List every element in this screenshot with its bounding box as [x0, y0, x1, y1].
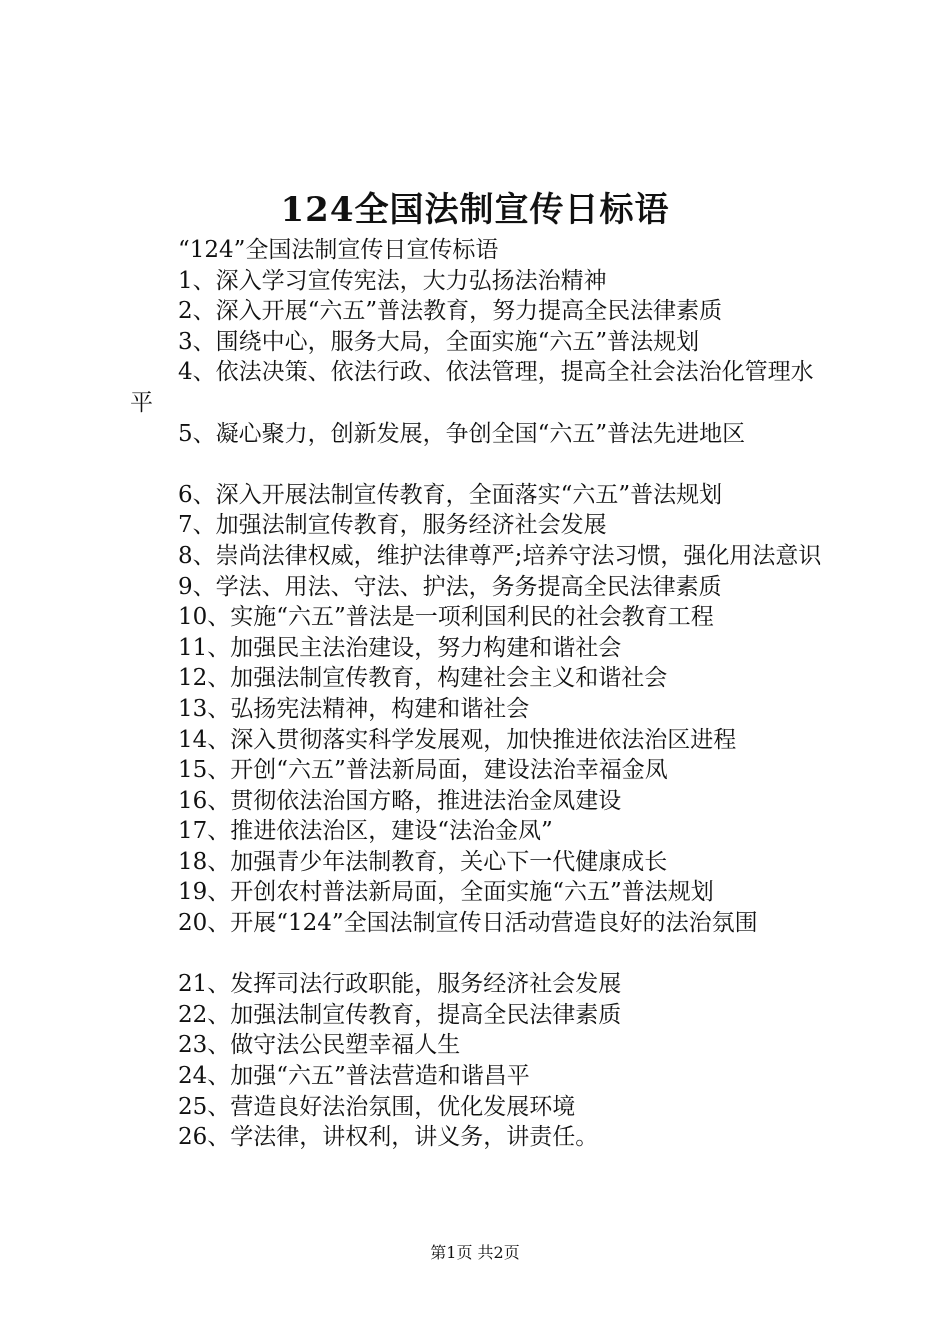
slogan-item-18: 18、加强青少年法制教育，关心下一代健康成长	[178, 848, 668, 875]
slogan-item-21: 21、发挥司法行政职能，服务经济社会发展	[178, 971, 622, 998]
slogan-item-16: 16、贯彻依法治国方略，推进法治金凤建设	[178, 787, 622, 814]
slogan-item-13: 13、弘扬宪法精神，构建和谐社会	[178, 695, 530, 722]
slogan-item-9: 9、学法、用法、守法、护法，务务提高全民法律素质	[178, 573, 722, 600]
document-title: 124全国法制宣传日标语	[280, 190, 670, 230]
slogan-item-20: 20、开展“124”全国法制宣传日活动营造良好的法治氛围	[178, 910, 758, 937]
slogan-item-26: 26、学法律，讲权利，讲义务，讲责任。	[178, 1124, 599, 1151]
slogan-item-23: 23、做守法公民塑幸福人生	[178, 1032, 461, 1059]
document-body	[130, 235, 830, 1153]
slogan-item-1: 1、深入学习宣传宪法，大力弘扬法治精神	[178, 267, 607, 294]
slogan-item-4: 4、依法决策、依法行政、依法管理，提高全社会法治化管理水平	[130, 359, 814, 416]
slogan-item-10: 10、实施“六五”普法是一项利国利民的社会教育工程	[178, 604, 714, 631]
slogan-item-8: 8、崇尚法律权威，维护法律尊严;培养守法习惯，强化用法意识	[178, 542, 822, 569]
blank-line	[130, 449, 830, 480]
slogan-item-7: 7、加强法制宣传教育，服务经济社会发展	[178, 512, 607, 539]
slogan-item-25: 25、营造良好法治氛围，优化发展环境	[178, 1093, 576, 1120]
slogan-item-2: 2、深入开展“六五”普法教育，努力提高全民法律素质	[178, 298, 723, 325]
slogan-item-19: 19、开创农村普法新局面，全面实施“六五”普法规划	[178, 879, 714, 906]
slogan-item-11: 11、加强民主法治建设，努力构建和谐社会	[178, 634, 622, 661]
slogan-item-15: 15、开创“六五”普法新局面，建设法治幸福金凤	[178, 757, 668, 784]
slogan-item-22: 22、加强法制宣传教育，提高全民法律素质	[178, 1001, 622, 1028]
slogan-item-6: 6、深入开展法制宣传教育，全面落实“六五”普法规划	[178, 481, 723, 508]
page-footer: 第1页 共2页	[430, 1243, 520, 1262]
slogan-item-14: 14、深入贯彻落实科学发展观，加快推进依法治区进程	[178, 726, 737, 753]
slogan-item-24: 24、加强“六五”普法营造和谐昌平	[178, 1063, 530, 1090]
slogan-item-5: 5、凝心聚力，创新发展，争创全国“六五”普法先进地区	[178, 420, 746, 447]
intro-line: “124”全国法制宣传日宣传标语	[178, 237, 499, 263]
slogan-item-12: 12、加强法制宣传教育，构建社会主义和谐社会	[178, 665, 668, 692]
slogan-item-3: 3、围绕中心，服务大局，全面实施“六五”普法规划	[178, 328, 700, 355]
slogan-item-17: 17、推进依法治区，建设“法治金凤”	[178, 818, 553, 845]
blank-line	[130, 939, 830, 970]
